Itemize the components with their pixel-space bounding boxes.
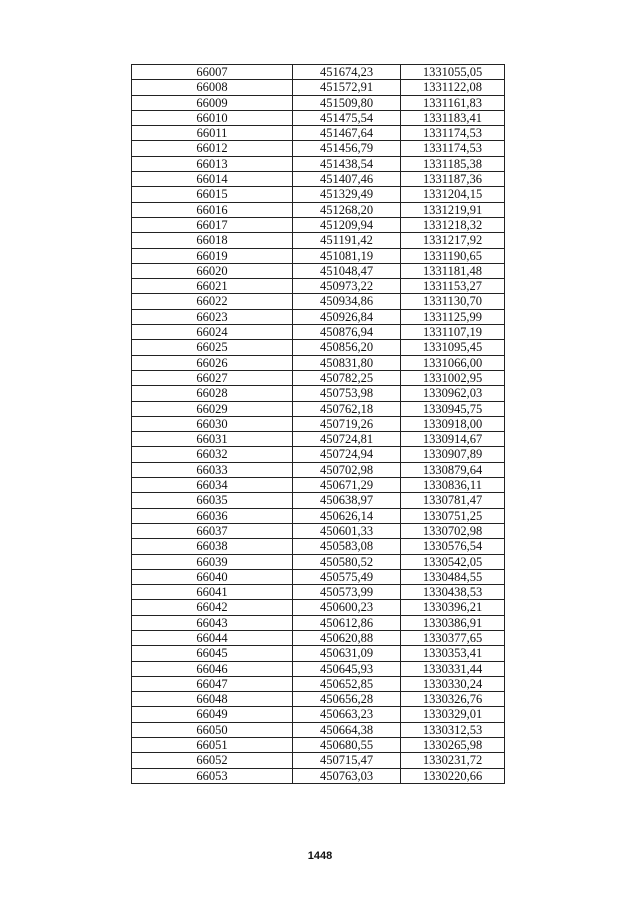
y-coordinate-cell: 1331107,19	[401, 325, 505, 340]
point-number-cell: 66047	[132, 676, 293, 691]
point-number-cell: 66048	[132, 692, 293, 707]
x-coordinate-cell: 450671,29	[293, 478, 401, 493]
y-coordinate-cell: 1330484,55	[401, 569, 505, 584]
x-coordinate-cell: 450620,88	[293, 630, 401, 645]
y-coordinate-cell: 1330836,11	[401, 478, 505, 493]
x-coordinate-cell: 451674,23	[293, 65, 401, 80]
table-row	[132, 110, 505, 125]
table-row	[132, 539, 505, 554]
y-coordinate-cell: 1330542,05	[401, 554, 505, 569]
point-number-cell: 66020	[132, 263, 293, 278]
table-row	[132, 172, 505, 187]
point-number-cell: 66040	[132, 569, 293, 584]
point-number-cell: 66038	[132, 539, 293, 554]
point-number-cell: 66034	[132, 478, 293, 493]
point-number-cell: 66045	[132, 646, 293, 661]
y-coordinate-cell: 1330781,47	[401, 493, 505, 508]
table-row	[132, 325, 505, 340]
point-number-cell: 66026	[132, 355, 293, 370]
table-row	[132, 600, 505, 615]
y-coordinate-cell: 1331066,00	[401, 355, 505, 370]
x-coordinate-cell: 451081,19	[293, 248, 401, 263]
x-coordinate-cell: 450680,55	[293, 738, 401, 753]
x-coordinate-cell: 450856,20	[293, 340, 401, 355]
point-number-cell: 66049	[132, 707, 293, 722]
table-row	[132, 386, 505, 401]
table-row	[132, 279, 505, 294]
table-row	[132, 447, 505, 462]
table-row	[132, 217, 505, 232]
x-coordinate-cell: 451209,94	[293, 217, 401, 232]
y-coordinate-cell: 1331218,32	[401, 217, 505, 232]
y-coordinate-cell: 1330353,41	[401, 646, 505, 661]
y-coordinate-cell: 1330918,00	[401, 416, 505, 431]
point-number-cell: 66053	[132, 768, 293, 783]
point-number-cell: 66014	[132, 172, 293, 187]
x-coordinate-cell: 450612,86	[293, 615, 401, 630]
y-coordinate-cell: 1331153,27	[401, 279, 505, 294]
point-number-cell: 66012	[132, 141, 293, 156]
x-coordinate-cell: 451467,64	[293, 126, 401, 141]
x-coordinate-cell: 450600,23	[293, 600, 401, 615]
x-coordinate-cell: 450753,98	[293, 386, 401, 401]
y-coordinate-cell: 1330438,53	[401, 585, 505, 600]
x-coordinate-cell: 450973,22	[293, 279, 401, 294]
point-number-cell: 66019	[132, 248, 293, 263]
table-row	[132, 309, 505, 324]
point-number-cell: 66051	[132, 738, 293, 753]
point-number-cell: 66027	[132, 370, 293, 385]
point-number-cell: 66046	[132, 661, 293, 676]
x-coordinate-cell: 450580,52	[293, 554, 401, 569]
point-number-cell: 66022	[132, 294, 293, 309]
y-coordinate-cell: 1330702,98	[401, 523, 505, 538]
x-coordinate-cell: 450663,23	[293, 707, 401, 722]
x-coordinate-cell: 451475,54	[293, 110, 401, 125]
x-coordinate-cell: 450652,85	[293, 676, 401, 691]
y-coordinate-cell: 1330329,01	[401, 707, 505, 722]
table-row	[132, 554, 505, 569]
table-row	[132, 523, 505, 538]
x-coordinate-cell: 450575,49	[293, 569, 401, 584]
table-row	[132, 248, 505, 263]
point-number-cell: 66039	[132, 554, 293, 569]
table-row	[132, 462, 505, 477]
table-row	[132, 340, 505, 355]
y-coordinate-cell: 1330576,54	[401, 539, 505, 554]
point-number-cell: 66015	[132, 187, 293, 202]
x-coordinate-cell: 450876,94	[293, 325, 401, 340]
table-row	[132, 156, 505, 171]
point-number-cell: 66021	[132, 279, 293, 294]
y-coordinate-cell: 1331095,45	[401, 340, 505, 355]
point-number-cell: 66017	[132, 217, 293, 232]
table-row	[132, 65, 505, 80]
table-row	[132, 707, 505, 722]
table-row	[132, 126, 505, 141]
y-coordinate-cell: 1331181,48	[401, 263, 505, 278]
x-coordinate-cell: 450926,84	[293, 309, 401, 324]
y-coordinate-cell: 1331204,15	[401, 187, 505, 202]
y-coordinate-cell: 1331217,92	[401, 233, 505, 248]
y-coordinate-cell: 1331130,70	[401, 294, 505, 309]
y-coordinate-cell: 1331161,83	[401, 95, 505, 110]
table-row	[132, 95, 505, 110]
x-coordinate-cell: 450831,80	[293, 355, 401, 370]
x-coordinate-cell: 450664,38	[293, 722, 401, 737]
point-number-cell: 66042	[132, 600, 293, 615]
y-coordinate-cell: 1330231,72	[401, 753, 505, 768]
y-coordinate-cell: 1331002,95	[401, 370, 505, 385]
x-coordinate-cell: 450719,26	[293, 416, 401, 431]
x-coordinate-cell: 450638,97	[293, 493, 401, 508]
point-number-cell: 66025	[132, 340, 293, 355]
y-coordinate-cell: 1330879,64	[401, 462, 505, 477]
table-row	[132, 263, 505, 278]
point-number-cell: 66050	[132, 722, 293, 737]
coordinates-table-body	[132, 65, 505, 784]
point-number-cell: 66011	[132, 126, 293, 141]
y-coordinate-cell: 1331185,38	[401, 156, 505, 171]
point-number-cell: 66041	[132, 585, 293, 600]
table-row	[132, 646, 505, 661]
x-coordinate-cell: 451268,20	[293, 202, 401, 217]
x-coordinate-cell: 450601,33	[293, 523, 401, 538]
table-row	[132, 753, 505, 768]
point-number-cell: 66016	[132, 202, 293, 217]
y-coordinate-cell: 1330907,89	[401, 447, 505, 462]
y-coordinate-cell: 1331174,53	[401, 126, 505, 141]
table-row	[132, 615, 505, 630]
x-coordinate-cell: 450724,81	[293, 432, 401, 447]
x-coordinate-cell: 450645,93	[293, 661, 401, 676]
x-coordinate-cell: 451407,46	[293, 172, 401, 187]
table-row	[132, 233, 505, 248]
x-coordinate-cell: 450573,99	[293, 585, 401, 600]
point-number-cell: 66044	[132, 630, 293, 645]
y-coordinate-cell: 1331219,91	[401, 202, 505, 217]
table-row	[132, 585, 505, 600]
table-row	[132, 187, 505, 202]
table-row	[132, 370, 505, 385]
table-row	[132, 676, 505, 691]
x-coordinate-cell: 451509,80	[293, 95, 401, 110]
point-number-cell: 66032	[132, 447, 293, 462]
y-coordinate-cell: 1330386,91	[401, 615, 505, 630]
table-row	[132, 141, 505, 156]
x-coordinate-cell: 450763,03	[293, 768, 401, 783]
table-row	[132, 661, 505, 676]
y-coordinate-cell: 1330330,24	[401, 676, 505, 691]
point-number-cell: 66013	[132, 156, 293, 171]
table-row	[132, 768, 505, 783]
point-number-cell: 66037	[132, 523, 293, 538]
y-coordinate-cell: 1331174,53	[401, 141, 505, 156]
y-coordinate-cell: 1330945,75	[401, 401, 505, 416]
y-coordinate-cell: 1330220,66	[401, 768, 505, 783]
table-row	[132, 432, 505, 447]
point-number-cell: 66043	[132, 615, 293, 630]
x-coordinate-cell: 451329,49	[293, 187, 401, 202]
x-coordinate-cell: 450762,18	[293, 401, 401, 416]
table-row	[132, 401, 505, 416]
x-coordinate-cell: 451572,91	[293, 80, 401, 95]
point-number-cell: 66030	[132, 416, 293, 431]
table-row	[132, 202, 505, 217]
point-number-cell: 66018	[132, 233, 293, 248]
table-row	[132, 508, 505, 523]
x-coordinate-cell: 450656,28	[293, 692, 401, 707]
y-coordinate-cell: 1330312,53	[401, 722, 505, 737]
x-coordinate-cell: 451438,54	[293, 156, 401, 171]
x-coordinate-cell: 451048,47	[293, 263, 401, 278]
y-coordinate-cell: 1331125,99	[401, 309, 505, 324]
point-number-cell: 66007	[132, 65, 293, 80]
y-coordinate-cell: 1330326,76	[401, 692, 505, 707]
x-coordinate-cell: 450715,47	[293, 753, 401, 768]
y-coordinate-cell: 1330914,67	[401, 432, 505, 447]
x-coordinate-cell: 450583,08	[293, 539, 401, 554]
x-coordinate-cell: 451191,42	[293, 233, 401, 248]
y-coordinate-cell: 1330265,98	[401, 738, 505, 753]
table-row	[132, 692, 505, 707]
point-number-cell: 66008	[132, 80, 293, 95]
point-number-cell: 66028	[132, 386, 293, 401]
y-coordinate-cell: 1330396,21	[401, 600, 505, 615]
x-coordinate-cell: 450724,94	[293, 447, 401, 462]
x-coordinate-cell: 451456,79	[293, 141, 401, 156]
y-coordinate-cell: 1331187,36	[401, 172, 505, 187]
y-coordinate-cell: 1330962,03	[401, 386, 505, 401]
x-coordinate-cell: 450934,86	[293, 294, 401, 309]
x-coordinate-cell: 450782,25	[293, 370, 401, 385]
table-row	[132, 738, 505, 753]
y-coordinate-cell: 1331183,41	[401, 110, 505, 125]
coordinates-table	[131, 64, 505, 784]
table-row	[132, 416, 505, 431]
y-coordinate-cell: 1331190,65	[401, 248, 505, 263]
table-row	[132, 355, 505, 370]
y-coordinate-cell: 1331122,08	[401, 80, 505, 95]
table-row	[132, 493, 505, 508]
point-number-cell: 66036	[132, 508, 293, 523]
point-number-cell: 66052	[132, 753, 293, 768]
table-row	[132, 569, 505, 584]
point-number-cell: 66023	[132, 309, 293, 324]
table-row	[132, 630, 505, 645]
x-coordinate-cell: 450631,09	[293, 646, 401, 661]
point-number-cell: 66024	[132, 325, 293, 340]
page-number: 1448	[307, 850, 333, 862]
table-row	[132, 722, 505, 737]
y-coordinate-cell: 1330331,44	[401, 661, 505, 676]
point-number-cell: 66033	[132, 462, 293, 477]
point-number-cell: 66031	[132, 432, 293, 447]
table-row	[132, 80, 505, 95]
table-row	[132, 294, 505, 309]
point-number-cell: 66029	[132, 401, 293, 416]
x-coordinate-cell: 450702,98	[293, 462, 401, 477]
point-number-cell: 66009	[132, 95, 293, 110]
y-coordinate-cell: 1330377,65	[401, 630, 505, 645]
point-number-cell: 66010	[132, 110, 293, 125]
y-coordinate-cell: 1331055,05	[401, 65, 505, 80]
x-coordinate-cell: 450626,14	[293, 508, 401, 523]
point-number-cell: 66035	[132, 493, 293, 508]
y-coordinate-cell: 1330751,25	[401, 508, 505, 523]
table-row	[132, 478, 505, 493]
